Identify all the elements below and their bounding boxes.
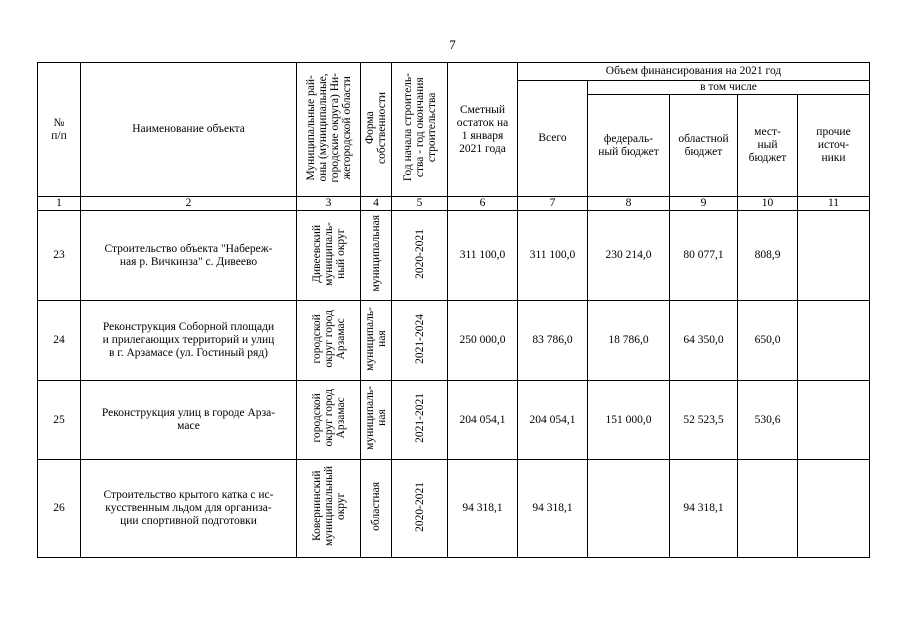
col-number: 3	[297, 197, 361, 211]
col-number: 10	[738, 197, 798, 211]
total-value: 94 318,1	[518, 460, 588, 558]
header-ownership: Форма собственности	[361, 63, 392, 197]
col-number: 6	[448, 197, 518, 211]
header-local: мест- ный бюджет	[738, 95, 798, 197]
other-value	[798, 301, 870, 381]
local-value: 650,0	[738, 301, 798, 381]
years: 2021-2021	[392, 381, 448, 460]
financing-table	[37, 62, 870, 558]
row-num: 26	[38, 460, 81, 558]
other-value	[798, 211, 870, 301]
regional-value: 94 318,1	[670, 460, 738, 558]
col-number: 8	[588, 197, 670, 211]
table-row	[38, 460, 870, 558]
col-number: 9	[670, 197, 738, 211]
object-name: Реконструкция улиц в городе Арза- масе	[81, 381, 297, 460]
ownership: областная	[361, 460, 392, 558]
regional-value: 52 523,5	[670, 381, 738, 460]
col-number: 4	[361, 197, 392, 211]
federal-value: 18 786,0	[588, 301, 670, 381]
district: Ковернинский муниципальный округ	[297, 460, 361, 558]
regional-value: 80 077,1	[670, 211, 738, 301]
estimate-value: 204 054,1	[448, 381, 518, 460]
header-estimate: Сметный остаток на 1 января 2021 года	[448, 63, 518, 197]
total-value: 83 786,0	[518, 301, 588, 381]
col-number: 7	[518, 197, 588, 211]
ownership: муниципальная	[361, 211, 392, 301]
col-number: 11	[798, 197, 870, 211]
column-numbers-row	[38, 197, 870, 211]
header-federal: федераль- ный бюджет	[588, 95, 670, 197]
header-funding: Объем финансирования на 2021 год	[518, 63, 870, 81]
estimate-value: 94 318,1	[448, 460, 518, 558]
federal-value: 230 214,0	[588, 211, 670, 301]
federal-value: 151 000,0	[588, 381, 670, 460]
years: 2020-2021	[392, 211, 448, 301]
total-value: 311 100,0	[518, 211, 588, 301]
header-years: Год начала строитель- ства - год окончания строительства	[392, 63, 448, 197]
estimate-value: 311 100,0	[448, 211, 518, 301]
object-name: Реконструкция Соборной площади и прилегающих территорий и улиц в г. Арзамасе (ул. Гостиный ряд)	[81, 301, 297, 381]
district: городской округ город Арзамас	[297, 381, 361, 460]
local-value: 530,6	[738, 381, 798, 460]
row-num: 23	[38, 211, 81, 301]
table-row	[38, 381, 870, 460]
other-value	[798, 460, 870, 558]
federal-value	[588, 460, 670, 558]
header-name: Наименование объекта	[81, 63, 297, 197]
page-number: 7	[449, 37, 456, 52]
ownership: муниципаль- ная	[361, 381, 392, 460]
col-number: 2	[81, 197, 297, 211]
object-name: Строительство крытого катка с ис- кусственным льдом для организа- ции спортивной подготовки	[81, 460, 297, 558]
col-number: 1	[38, 197, 81, 211]
header-num: № п/п	[38, 63, 81, 197]
years: 2021-2024	[392, 301, 448, 381]
table-row	[38, 301, 870, 381]
other-value	[798, 381, 870, 460]
header-other: прочие источ- ники	[798, 95, 870, 197]
row-num: 24	[38, 301, 81, 381]
object-name: Строительство объекта "Набереж- ная р. Вичкинза" с. Дивеево	[81, 211, 297, 301]
estimate-value: 250 000,0	[448, 301, 518, 381]
district: Дивеевский муниципаль- ный округ	[297, 211, 361, 301]
col-number: 5	[392, 197, 448, 211]
years: 2020-2021	[392, 460, 448, 558]
header-regional: областной бюджет	[670, 95, 738, 197]
header-district: Муниципальные рай- оны (муниципальные, городские округа) Ни- жегородской области	[297, 63, 361, 197]
ownership: муниципаль- ная	[361, 301, 392, 381]
header-total: Всего	[518, 81, 588, 197]
total-value: 204 054,1	[518, 381, 588, 460]
district: городской округ город Арзамас	[297, 301, 361, 381]
regional-value: 64 350,0	[670, 301, 738, 381]
local-value: 808,9	[738, 211, 798, 301]
header-including: в том числе	[588, 81, 870, 95]
table-row	[38, 211, 870, 301]
local-value	[738, 460, 798, 558]
row-num: 25	[38, 381, 81, 460]
